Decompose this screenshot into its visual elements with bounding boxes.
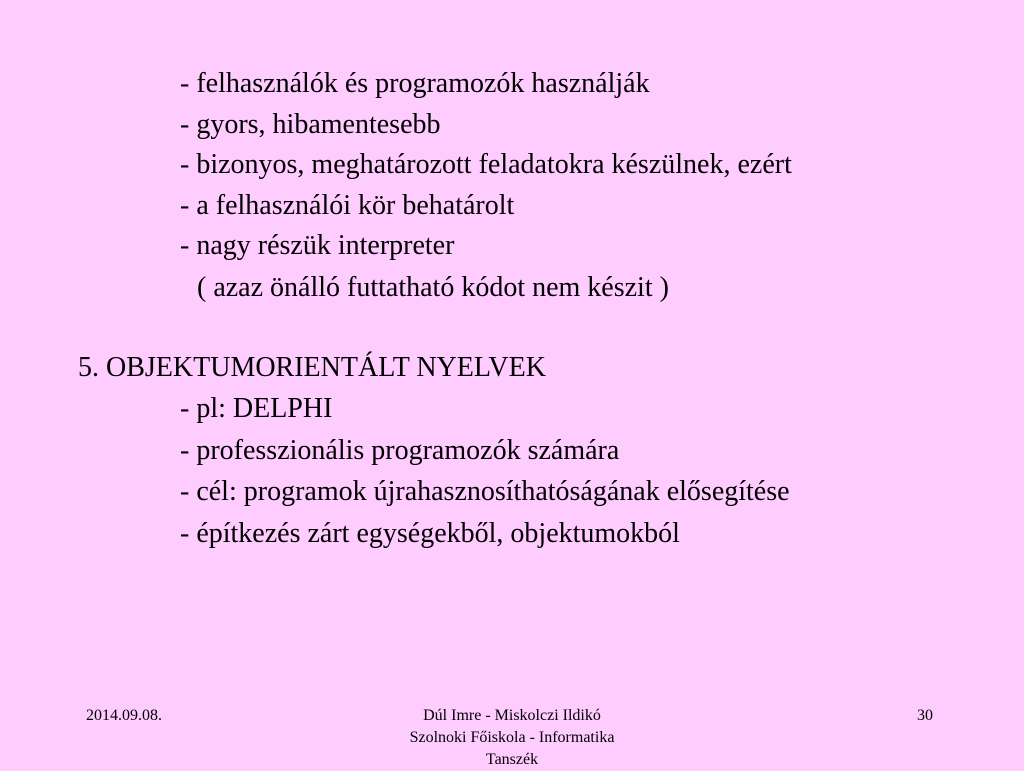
bullet-line: - nagy részük interpreter — [180, 230, 455, 261]
bullet-line: - pl: DELPHI — [180, 393, 333, 424]
note-line: ( azaz önálló futtatható kódot nem készit ) — [197, 272, 669, 303]
bullet-line: - bizonyos, meghatározott feladatokra készülnek, ezért — [180, 149, 792, 180]
bullet-line: - cél: programok újrahasznosíthatóságának elősegítése — [180, 476, 790, 507]
footer-credits — [312, 705, 712, 771]
bullet-line: - a felhasználói kör behatárolt — [180, 190, 515, 221]
footer-date: 2014.09.08. — [86, 707, 162, 724]
footer-institution: Szolnoki Főiskola - Informatika Tanszék — [409, 729, 615, 768]
section-heading: 5. OBJEKTUMORIENTÁLT NYELVEK — [78, 352, 546, 383]
bullet-line: - gyors, hibamentesebb — [180, 109, 441, 140]
bullet-line: - építkezés zárt egységekből, objektumokból — [180, 518, 680, 549]
slide-number: 30 — [917, 707, 933, 724]
footer-authors: Dúl Imre - Miskolczi Ildikó — [423, 707, 601, 724]
bullet-line: - professzionális programozók számára — [180, 435, 620, 466]
bullet-line: - felhasználók és programozók használják — [180, 68, 650, 99]
